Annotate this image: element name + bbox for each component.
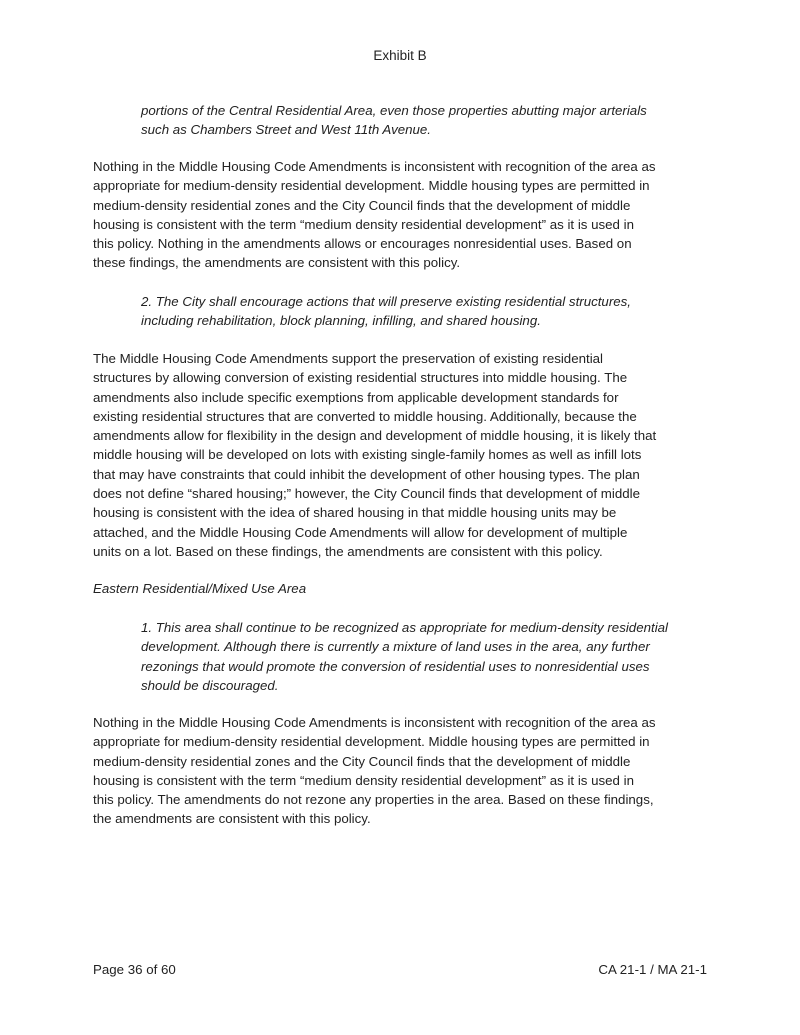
text-line: housing is consistent with the term “medium density residential development” as it is used in — [93, 772, 634, 788]
text-line: medium-density residential zones and the City Council finds that the development of middle — [93, 753, 631, 769]
finding-paragraph — [93, 713, 713, 829]
page-header: Exhibit B — [373, 48, 427, 63]
text-line: attached, and the Middle Housing Code Amendments will allow for development of multiple — [93, 524, 628, 540]
policy-quote — [141, 618, 761, 695]
page-number: Page 36 of 60 — [93, 962, 176, 977]
text-line: housing is consistent with the term “medium density residential development” as it is used in — [93, 216, 634, 232]
text-line: does not define “shared housing;” however, the City Council finds that development of middle — [93, 486, 640, 502]
text-line: development. Although there is currently a mixture of land uses in the area, any further — [141, 639, 650, 655]
text-line: appropriate for medium-density residential development. Middle housing types are permitted in — [93, 178, 650, 194]
text-line: this policy. Nothing in the amendments allows or encourages nonresidential uses. Based on — [93, 236, 632, 252]
text-line: such as Chambers Street and West 11th Avenue. — [141, 122, 431, 138]
text-line: existing residential structures that are converted to middle housing. Additionally, because the — [93, 408, 637, 424]
text-line: these findings, the amendments are consistent with this policy. — [93, 255, 461, 271]
text-line: rezonings that would promote the conversion of residential uses to nonresidential uses — [141, 658, 650, 674]
text-line: medium-density residential zones and the City Council finds that the development of middle — [93, 197, 631, 213]
finding-paragraph — [93, 349, 713, 561]
text-line: middle housing will be developed on lots with existing single-family homes as well as infill lots — [93, 447, 642, 463]
text-line: Nothing in the Middle Housing Code Amendments is inconsistent with recognition of the area as — [93, 159, 656, 174]
finding-paragraph — [93, 157, 713, 273]
section-heading — [93, 579, 713, 598]
policy-quote — [141, 292, 761, 331]
text-line: the amendments are consistent with this policy. — [93, 811, 371, 827]
text-line: units on a lot. Based on these findings, the amendments are consistent with this policy. — [93, 543, 603, 559]
text-line: including rehabilitation, block planning, infilling, and shared housing. — [141, 313, 541, 329]
text-line: amendments allow for flexibility in the design and development of middle housing, it is likely that — [93, 428, 657, 444]
text-line: Nothing in the Middle Housing Code Amendments is inconsistent with recognition of the area as — [93, 715, 656, 730]
text-line: this policy. The amendments do not rezone any properties in the area. Based on these findings, — [93, 792, 654, 808]
text-line: Eastern Residential/Mixed Use Area — [93, 581, 307, 596]
text-line: should be discouraged. — [141, 677, 279, 693]
text-line: appropriate for medium-density residential development. Middle housing types are permitted in — [93, 734, 650, 750]
text-line: housing is consistent with the idea of shared housing in that middle housing units may be — [93, 505, 617, 521]
case-number: CA 21-1 / MA 21-1 — [598, 962, 707, 977]
text-line: portions of the Central Residential Area, even those properties abutting major arterials — [141, 103, 647, 118]
text-line: 1. This area shall continue to be recognized as appropriate for medium-density residential — [141, 620, 668, 635]
policy-quote — [141, 101, 761, 140]
text-line: structures by allowing conversion of existing residential structures into middle housing. The — [93, 370, 628, 386]
text-line: 2. The City shall encourage actions that will preserve existing residential structures, — [141, 294, 631, 309]
text-line: amendments also include specific exemptions from applicable development standards for — [93, 389, 619, 405]
text-line: that may have constraints that could inhibit the development of other housing types. The plan — [93, 466, 640, 482]
text-line: The Middle Housing Code Amendments support the preservation of existing residential — [93, 351, 603, 366]
